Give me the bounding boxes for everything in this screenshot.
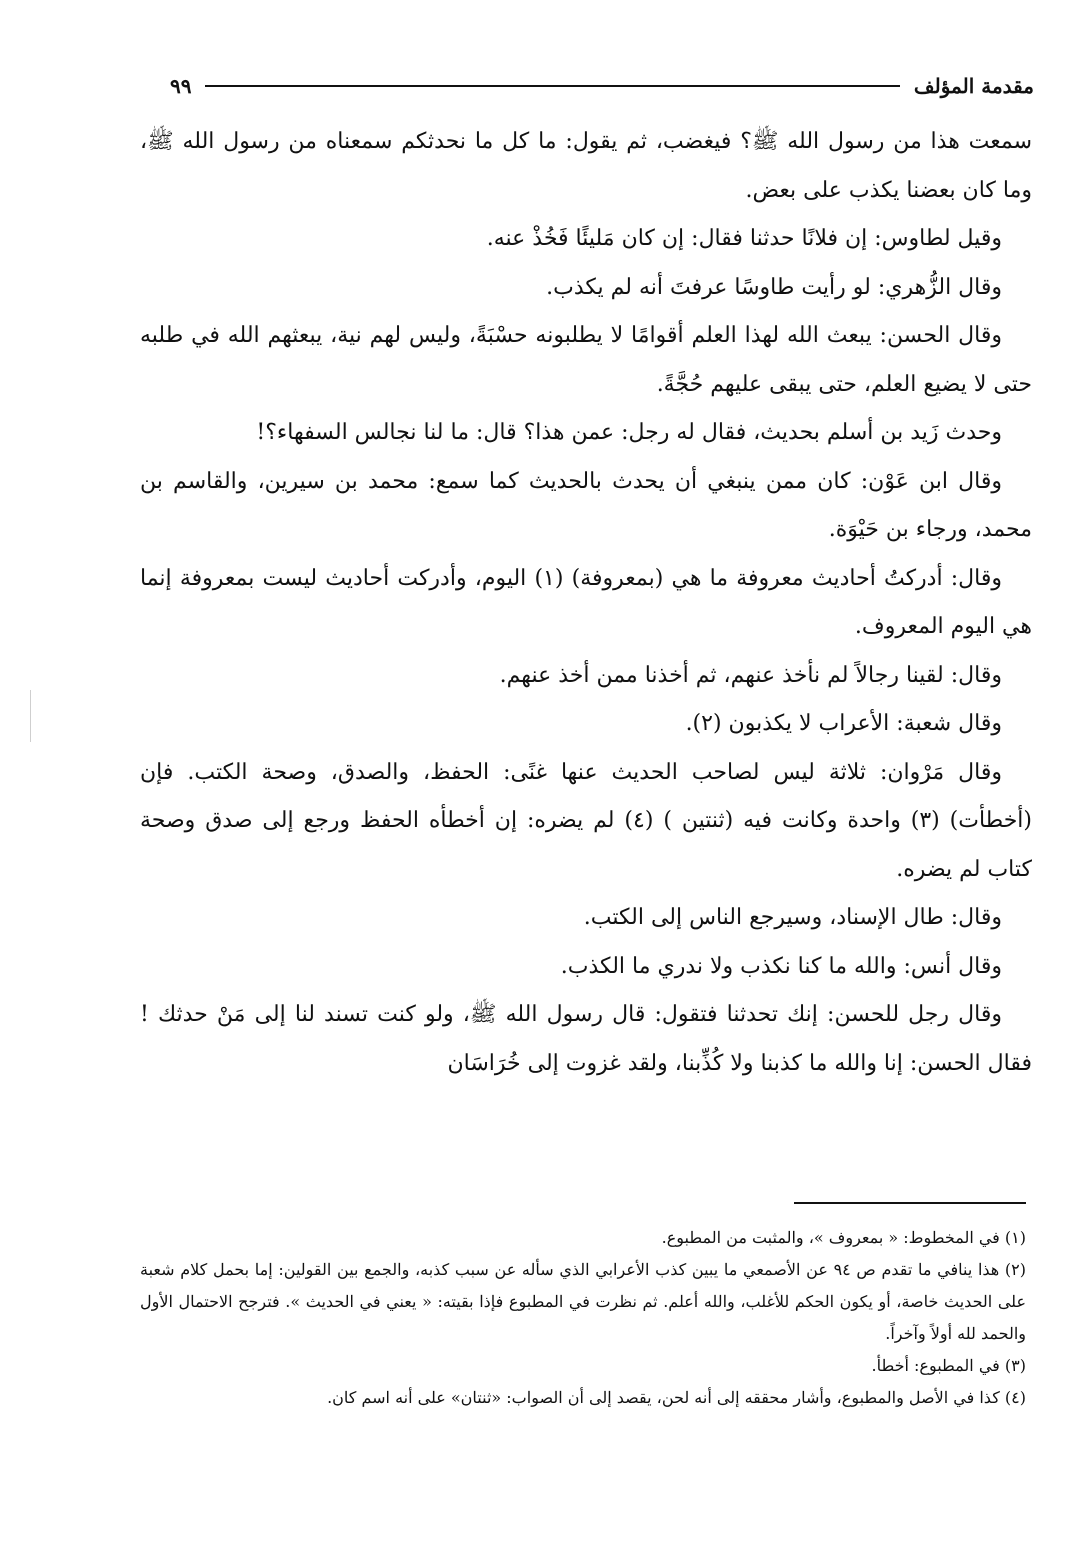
footnote: (٣) في المطبوع: أخطأ. <box>871 1356 1026 1375</box>
paragraph: وحدث زَيد بن أسلم بحديث، فقال له رجل: عمن هذا؟ قال: ما لنا نجالس السفهاء؟! <box>256 420 1002 445</box>
footnote-separator <box>794 1202 1026 1204</box>
paragraph: وقال: لقينا رجالاً لم نأخذ عنهم، ثم أخذنا ممن أخذ عنهم. <box>499 662 1002 688</box>
paragraph: وقال الزُّهري: لو رأيت طاوسًا عرفتَ أنه لم يكذب. <box>546 274 1002 300</box>
paragraph: وقال شعبة: الأعراب لا يكذبون (٢). <box>685 711 1002 736</box>
footnote: (٤) كذا في الأصل والمطبوع، وأشار محققه إلى أنه لحن، يقصد إلى أن الصواب: «ثنتان» على أنه اسم كان. <box>327 1388 1026 1407</box>
footnote: (٢) هذا ينافي ما تقدم ص ٩٤ عن الأصمعي ما يبين كذب الأعرابي الذي سأله عن سبب كذبه، والجمع بين القولين: إما بحمل كلام شعبة على الحديث خاصة، أو يكون الحكم للأغلب، والله أعلم. ثم نظرت في المطبوع فإذا بقيته: « يعني في الحديث ». فترجح الاحتمال الأول والحمد لله أولاً وآخراً. <box>140 1260 1027 1343</box>
paragraph: وقال أنس: والله ما كنا نكذب ولا ندري ما الكذب. <box>560 953 1002 979</box>
paragraph: وقال: طال الإسناد، وسيرجع الناس إلى الكتب. <box>583 905 1002 930</box>
paragraph: وقال ابن عَوْن: كان ممن ينبغي أن يحدث بالحديث كما سمع: محمد بن سيرين، والقاسم بن محمد، ورجاء بن حَيْوَة. <box>140 468 1032 542</box>
paragraph: وقال: أدركتُ أحاديث معروفة ما هي (بمعروفة) (١) اليوم، وأدركت أحاديث ليست بمعروفة إنما هي اليوم المعروف. <box>140 565 1032 639</box>
header-rule <box>205 85 899 87</box>
section-title: مقدمة المؤلف <box>913 74 1034 98</box>
main-text <box>140 118 1032 1088</box>
paragraph: وقال الحسن: يبعث الله لهذا العلم أقوامًا لا يطلبونه حسْبَةً، وليس لهم نية، يبعثهم الله في طلبه حتى لا يضيع العلم، حتى يبقى عليهم حُجَّةً. <box>140 323 1032 397</box>
paragraph: وقيل لطاوس: إن فلانًا حدثنا فقال: إن كان مَليئًا فَخُذْ عنه. <box>486 226 1002 251</box>
footnotes <box>140 1222 1026 1414</box>
footnote: (١) في المخطوط: « بمعروف »، والمثبت من المطبوع. <box>661 1228 1026 1247</box>
running-header <box>170 66 1034 106</box>
page-number: ٩٩ <box>170 74 192 98</box>
paragraph: وقال مَرْوان: ثلاثة ليس لصاحب الحديث عنها غنًى: الحفظ، والصدق، وصحة الكتب. فإن (أخطأت) (٣) واحدة وكانت فيه (ثنتين ) (٤) لم يضره: إن أخطأه الحفظ ورجع إلى صدق وصحة كتاب لم يضره. <box>140 759 1032 882</box>
paragraph: سمعت هذا من رسول الله ﷺ؟ فيغضب، ثم يقول: ما كل ما نحدثكم سمعناه من رسول الله ﷺ، وما كان بعضنا يكذب على بعض. <box>140 129 1032 203</box>
paragraph: وقال رجل للحسن: إنك تحدثنا فتقول: قال رسول الله ﷺ، ولو كنت تسند لنا إلى مَنْ حدثك ! فقال الحسن: إنا والله ما كذبنا ولا كُذِّبنا، ولقد غزوت إلى خُرَاسَان <box>140 1002 1032 1076</box>
margin-mark <box>30 690 31 742</box>
